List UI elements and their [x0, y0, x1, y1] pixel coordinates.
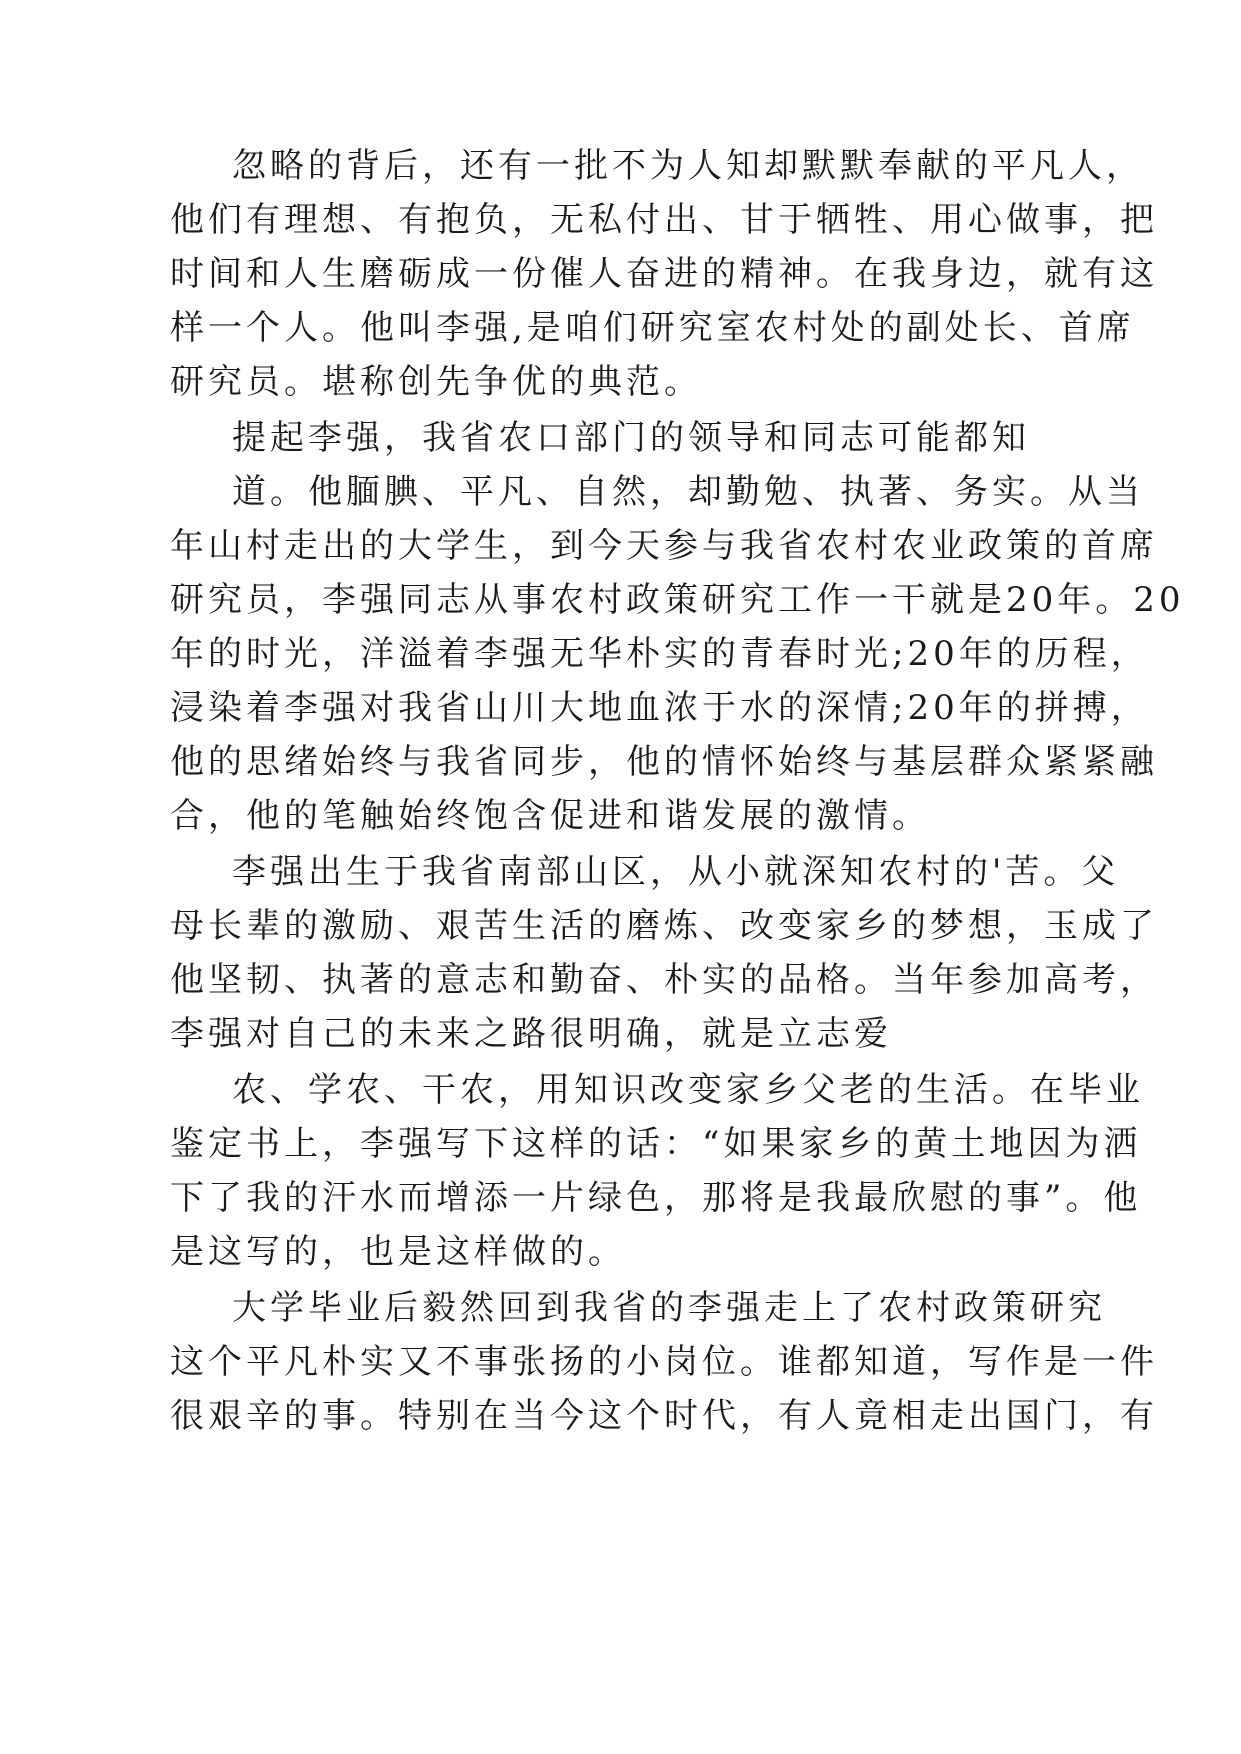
- text-line: 样一个人。他叫李强,是咱们研究室农村处的副处长、首席: [170, 308, 1135, 348]
- text-line: 鉴定书上，李强写下这样的话：“如果家乡的黄土地因为洒: [170, 1124, 1142, 1164]
- text-line: 他们有理想、有抱负，无私付出、甘于牺牲、用心做事，把: [170, 200, 1158, 240]
- text-line: 忽略的背后，还有一批不为人知却默默奉献的平凡人，: [232, 146, 1144, 186]
- text-line: 他坚韧、执著的意志和勤奋、朴实的品格。当年参加高考，: [170, 960, 1158, 1000]
- text-line: 李强出生于我省南部山区，从小就深知农村的'苦。父: [232, 852, 1120, 892]
- text-line: 研究员，李强同志从事农村政策研究工作一干就是20年。20: [170, 580, 1185, 620]
- text-line: 下了我的汗水而增添一片绿色，那将是我最欣慰的事”。他: [170, 1178, 1142, 1218]
- text-line: 他的思绪始终与我省同步，他的情怀始终与基层群众紧紧融: [170, 742, 1158, 782]
- text-line: 大学毕业后毅然回到我省的李强走上了农村政策研究: [232, 1288, 1106, 1328]
- text-line: 这个平凡朴实又不事张扬的小岗位。谁都知道，写作是一件: [170, 1342, 1158, 1382]
- text-line: 年山村走出的大学生，到今天参与我省农村农业政策的首席: [170, 526, 1158, 566]
- text-line: 浸染着李强对我省山川大地血浓于水的深情;20年的拼搏，: [170, 688, 1149, 728]
- text-line: 很艰辛的事。特别在当今这个时代，有人竟相走出国门，有: [170, 1396, 1158, 1436]
- text-line: 提起李强，我省农口部门的领导和同志可能都知: [232, 418, 1030, 458]
- text-line: 李强对自己的未来之路很明确，就是立志爱: [170, 1014, 892, 1054]
- text-line: 合，他的笔触始终饱含促进和谐发展的激情。: [170, 796, 930, 836]
- text-line: 时间和人生磨砺成一份催人奋进的精神。在我身边，就有这: [170, 254, 1158, 294]
- text-line: 道。他腼腆、平凡、自然，却勤勉、执著、务实。从当: [232, 472, 1144, 512]
- text-line: 农、学农、干农，用知识改变家乡父老的生活。在毕业: [232, 1070, 1144, 1110]
- text-line: 母长辈的激励、艰苦生活的磨炼、改变家乡的梦想，玉成了: [170, 906, 1158, 946]
- text-line: 年的时光，洋溢着李强无华朴实的青春时光;20年的历程，: [170, 634, 1149, 674]
- text-line: 是这写的，也是这样做的。: [170, 1232, 626, 1272]
- text-line: 研究员。堪称创先争优的典范。: [170, 362, 702, 402]
